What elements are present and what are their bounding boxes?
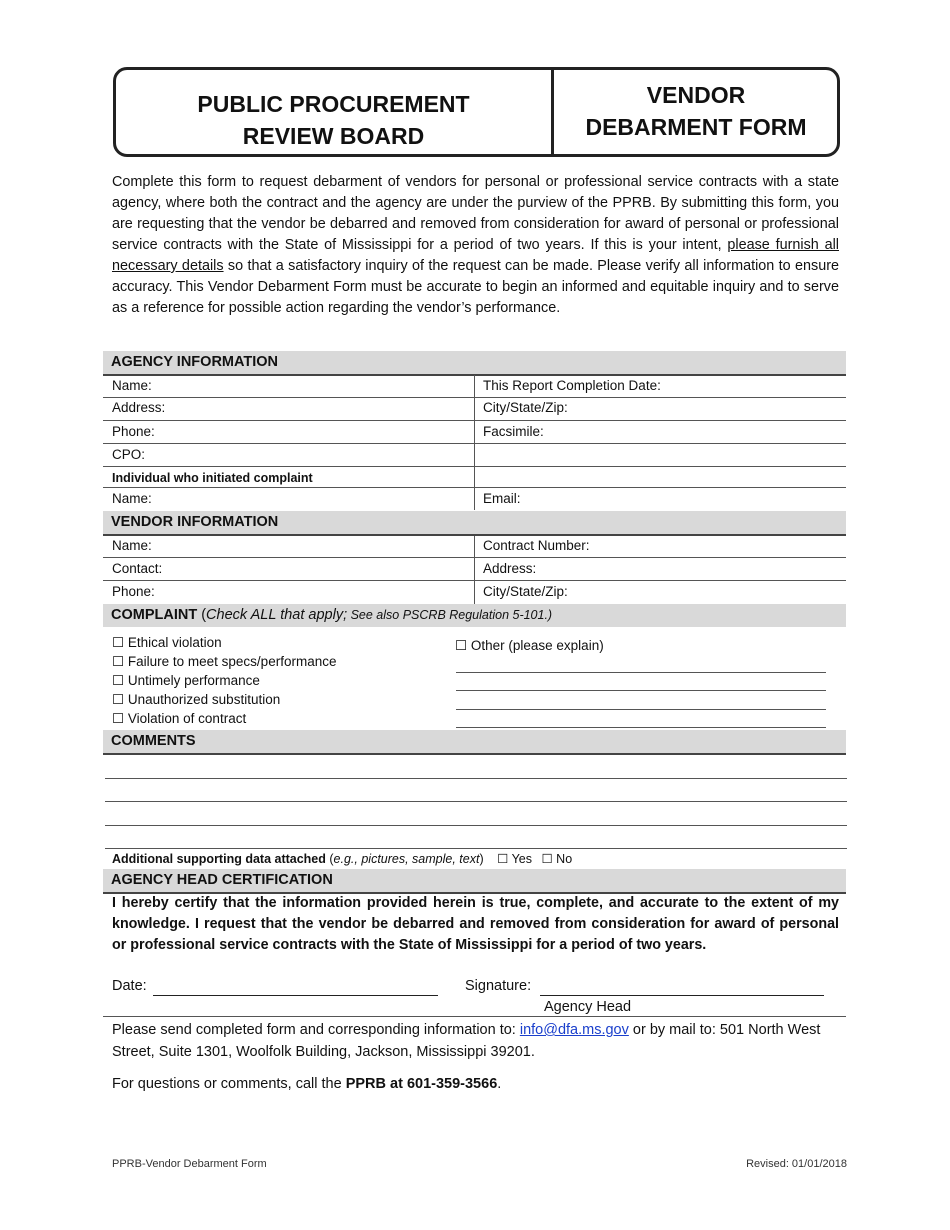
agency-city-state-zip-field[interactable]: City/State/Zip: xyxy=(483,400,568,415)
board-title-line2: REVIEW BOARD xyxy=(242,123,425,149)
option-violation-of-contract[interactable] xyxy=(112,709,336,728)
initiator-email-field[interactable]: Email: xyxy=(483,491,521,506)
intro-part2: so that a satisfactory inquiry of the request can be made. Please verify all information to ensure accuracy. This Vendor Debarment Form must be accurate to begin an informed and equitable inquiry and to serve as a reference for possible action regarding the vendor’s performance. xyxy=(112,258,840,316)
send-text: Please send completed form and corresponding information to: xyxy=(112,1022,520,1038)
questions-text: For questions or comments, call the xyxy=(112,1076,346,1092)
other-explain-line[interactable] xyxy=(456,709,826,710)
vendor-name-field[interactable]: Name: xyxy=(112,538,152,553)
option-label: Failure to meet specs/performance xyxy=(127,654,337,669)
option-label: Other (please explain) xyxy=(470,638,604,653)
no-label: No xyxy=(556,852,573,866)
comment-line[interactable] xyxy=(105,801,847,802)
certification-heading: AGENCY HEAD CERTIFICATION xyxy=(103,869,846,892)
mail-address: or by mail to: 501 North West Street, Suite 1301, Woolfolk Building, Jackson, Mississippi 39201. xyxy=(112,1022,821,1060)
paren: ) xyxy=(479,852,484,866)
form-title-line2: DEBARMENT FORM xyxy=(585,114,807,140)
signature-line[interactable] xyxy=(540,995,824,996)
option-unauthorized-substitution[interactable] xyxy=(112,690,336,709)
contract-number-field[interactable]: Contract Number: xyxy=(483,538,590,553)
supporting-yes-option[interactable] xyxy=(497,852,532,866)
option-untimely-performance[interactable] xyxy=(112,671,336,690)
initiator-name-field[interactable]: Name: xyxy=(112,491,152,506)
option-ethical-violation[interactable] xyxy=(112,633,336,652)
vendor-info-heading: VENDOR INFORMATION xyxy=(103,511,846,534)
pprb-phone: PPRB at 601-359-3566 xyxy=(345,1076,498,1092)
agency-name-field[interactable]: Name: xyxy=(112,378,152,393)
certification-text: I hereby certify that the information provided herein is true, complete, and accurate to the extent of my knowledge. I request that the vendor be debarred and removed from consideration for award of personal or professional service contracts with the State of Mississippi for a period of two years. xyxy=(112,895,839,953)
intro-underlined: please furnish all necessary details xyxy=(112,237,839,274)
divider xyxy=(103,753,846,755)
vendor-phone-field[interactable]: Phone: xyxy=(112,584,155,599)
option-label: Violation of contract xyxy=(127,711,247,726)
footer-form-name: PPRB-Vendor Debarment Form xyxy=(112,1158,267,1170)
complaint-heading xyxy=(103,604,846,627)
email-link[interactable]: info@dfa.ms.gov xyxy=(519,1022,629,1038)
questions-line xyxy=(112,1076,501,1092)
checkbox[interactable]: ☐ xyxy=(112,692,125,707)
option-label: Ethical violation xyxy=(127,635,222,650)
period: . xyxy=(497,1076,502,1092)
intro-part1: Complete this form to request debarment of vendors for personal or professional service contracts with a state agency, where both the contract and the agency are under the purview of the PPRB. By submitting this form, you are requesting that the vendor be debarred and removed from consideration for award of personal or professional service contracts with the State of Mississippi for a period of two years. If this is your intent, xyxy=(112,174,839,253)
form-title-line1: VENDOR xyxy=(646,82,746,108)
board-title-line1: PUBLIC PROCUREMENT xyxy=(197,91,470,117)
signature-caption: Agency Head xyxy=(544,999,632,1015)
supporting-no-option[interactable] xyxy=(541,852,572,866)
divider xyxy=(103,397,846,398)
supporting-data-row xyxy=(112,850,572,868)
send-instructions xyxy=(112,1019,847,1063)
other-explain-line[interactable] xyxy=(456,690,826,691)
divider xyxy=(103,557,846,558)
vendor-contact-field[interactable]: Contact: xyxy=(112,561,163,576)
option-label: Unauthorized substitution xyxy=(127,692,281,707)
completion-date-field[interactable]: This Report Completion Date: xyxy=(483,378,661,393)
complaint-see-also: See also PSCRB Regulation 5-101.) xyxy=(347,608,553,622)
checkbox[interactable]: ☐ xyxy=(112,654,125,669)
divider xyxy=(103,420,846,421)
checkbox[interactable]: ☐ xyxy=(112,673,125,688)
paren: ( xyxy=(325,852,334,866)
complaint-paren: ( xyxy=(197,607,207,623)
divider xyxy=(103,1016,846,1017)
checkbox[interactable]: ☐ xyxy=(112,635,125,650)
checkbox[interactable]: ☐ xyxy=(112,711,125,726)
other-explain-line[interactable] xyxy=(456,727,826,728)
board-title xyxy=(116,88,551,152)
complaint-check-all: Check ALL that apply; xyxy=(206,607,348,623)
option-label: Untimely performance xyxy=(127,673,260,688)
vendor-address-field[interactable]: Address: xyxy=(483,561,537,576)
comments-heading: COMMENTS xyxy=(103,730,846,753)
form-title xyxy=(554,79,838,143)
intro-paragraph xyxy=(112,172,839,319)
comment-line[interactable] xyxy=(105,848,847,849)
supporting-data-label: Additional supporting data attached xyxy=(112,852,326,866)
date-line[interactable] xyxy=(153,995,438,996)
checkbox[interactable]: ☐ xyxy=(541,852,553,866)
checkbox[interactable]: ☐ xyxy=(497,852,509,866)
divider xyxy=(103,443,846,444)
agency-address-field[interactable]: Address: xyxy=(112,400,166,415)
vendor-city-state-zip-field[interactable]: City/State/Zip: xyxy=(483,584,568,599)
complaint-heading-label: COMPLAINT xyxy=(111,607,198,623)
agency-cpo-field[interactable]: CPO: xyxy=(112,447,146,462)
comment-line[interactable] xyxy=(105,825,847,826)
date-label: Date: xyxy=(112,978,147,994)
other-explain-line[interactable] xyxy=(456,672,826,673)
comment-line[interactable] xyxy=(105,778,847,779)
divider xyxy=(103,466,846,467)
agency-info-heading: AGENCY INFORMATION xyxy=(103,351,846,374)
column-divider xyxy=(474,375,475,487)
signature-label: Signature: xyxy=(465,978,532,994)
option-failure-to-meet-specs[interactable] xyxy=(112,652,336,671)
supporting-data-example: e.g., pictures, sample, text xyxy=(333,852,480,866)
footer-revised-date: Revised: 01/01/2018 xyxy=(746,1158,847,1170)
column-divider xyxy=(474,536,475,604)
complaint-options xyxy=(112,633,336,728)
agency-facsimile-field[interactable]: Facsimile: xyxy=(483,424,544,439)
checkbox[interactable]: ☐ xyxy=(455,638,468,653)
option-other[interactable] xyxy=(455,636,604,655)
yes-label: Yes xyxy=(511,852,532,866)
agency-phone-field[interactable]: Phone: xyxy=(112,424,155,439)
column-divider xyxy=(474,488,475,510)
divider xyxy=(103,580,846,581)
initiator-heading: Individual who initiated complaint xyxy=(112,471,313,485)
